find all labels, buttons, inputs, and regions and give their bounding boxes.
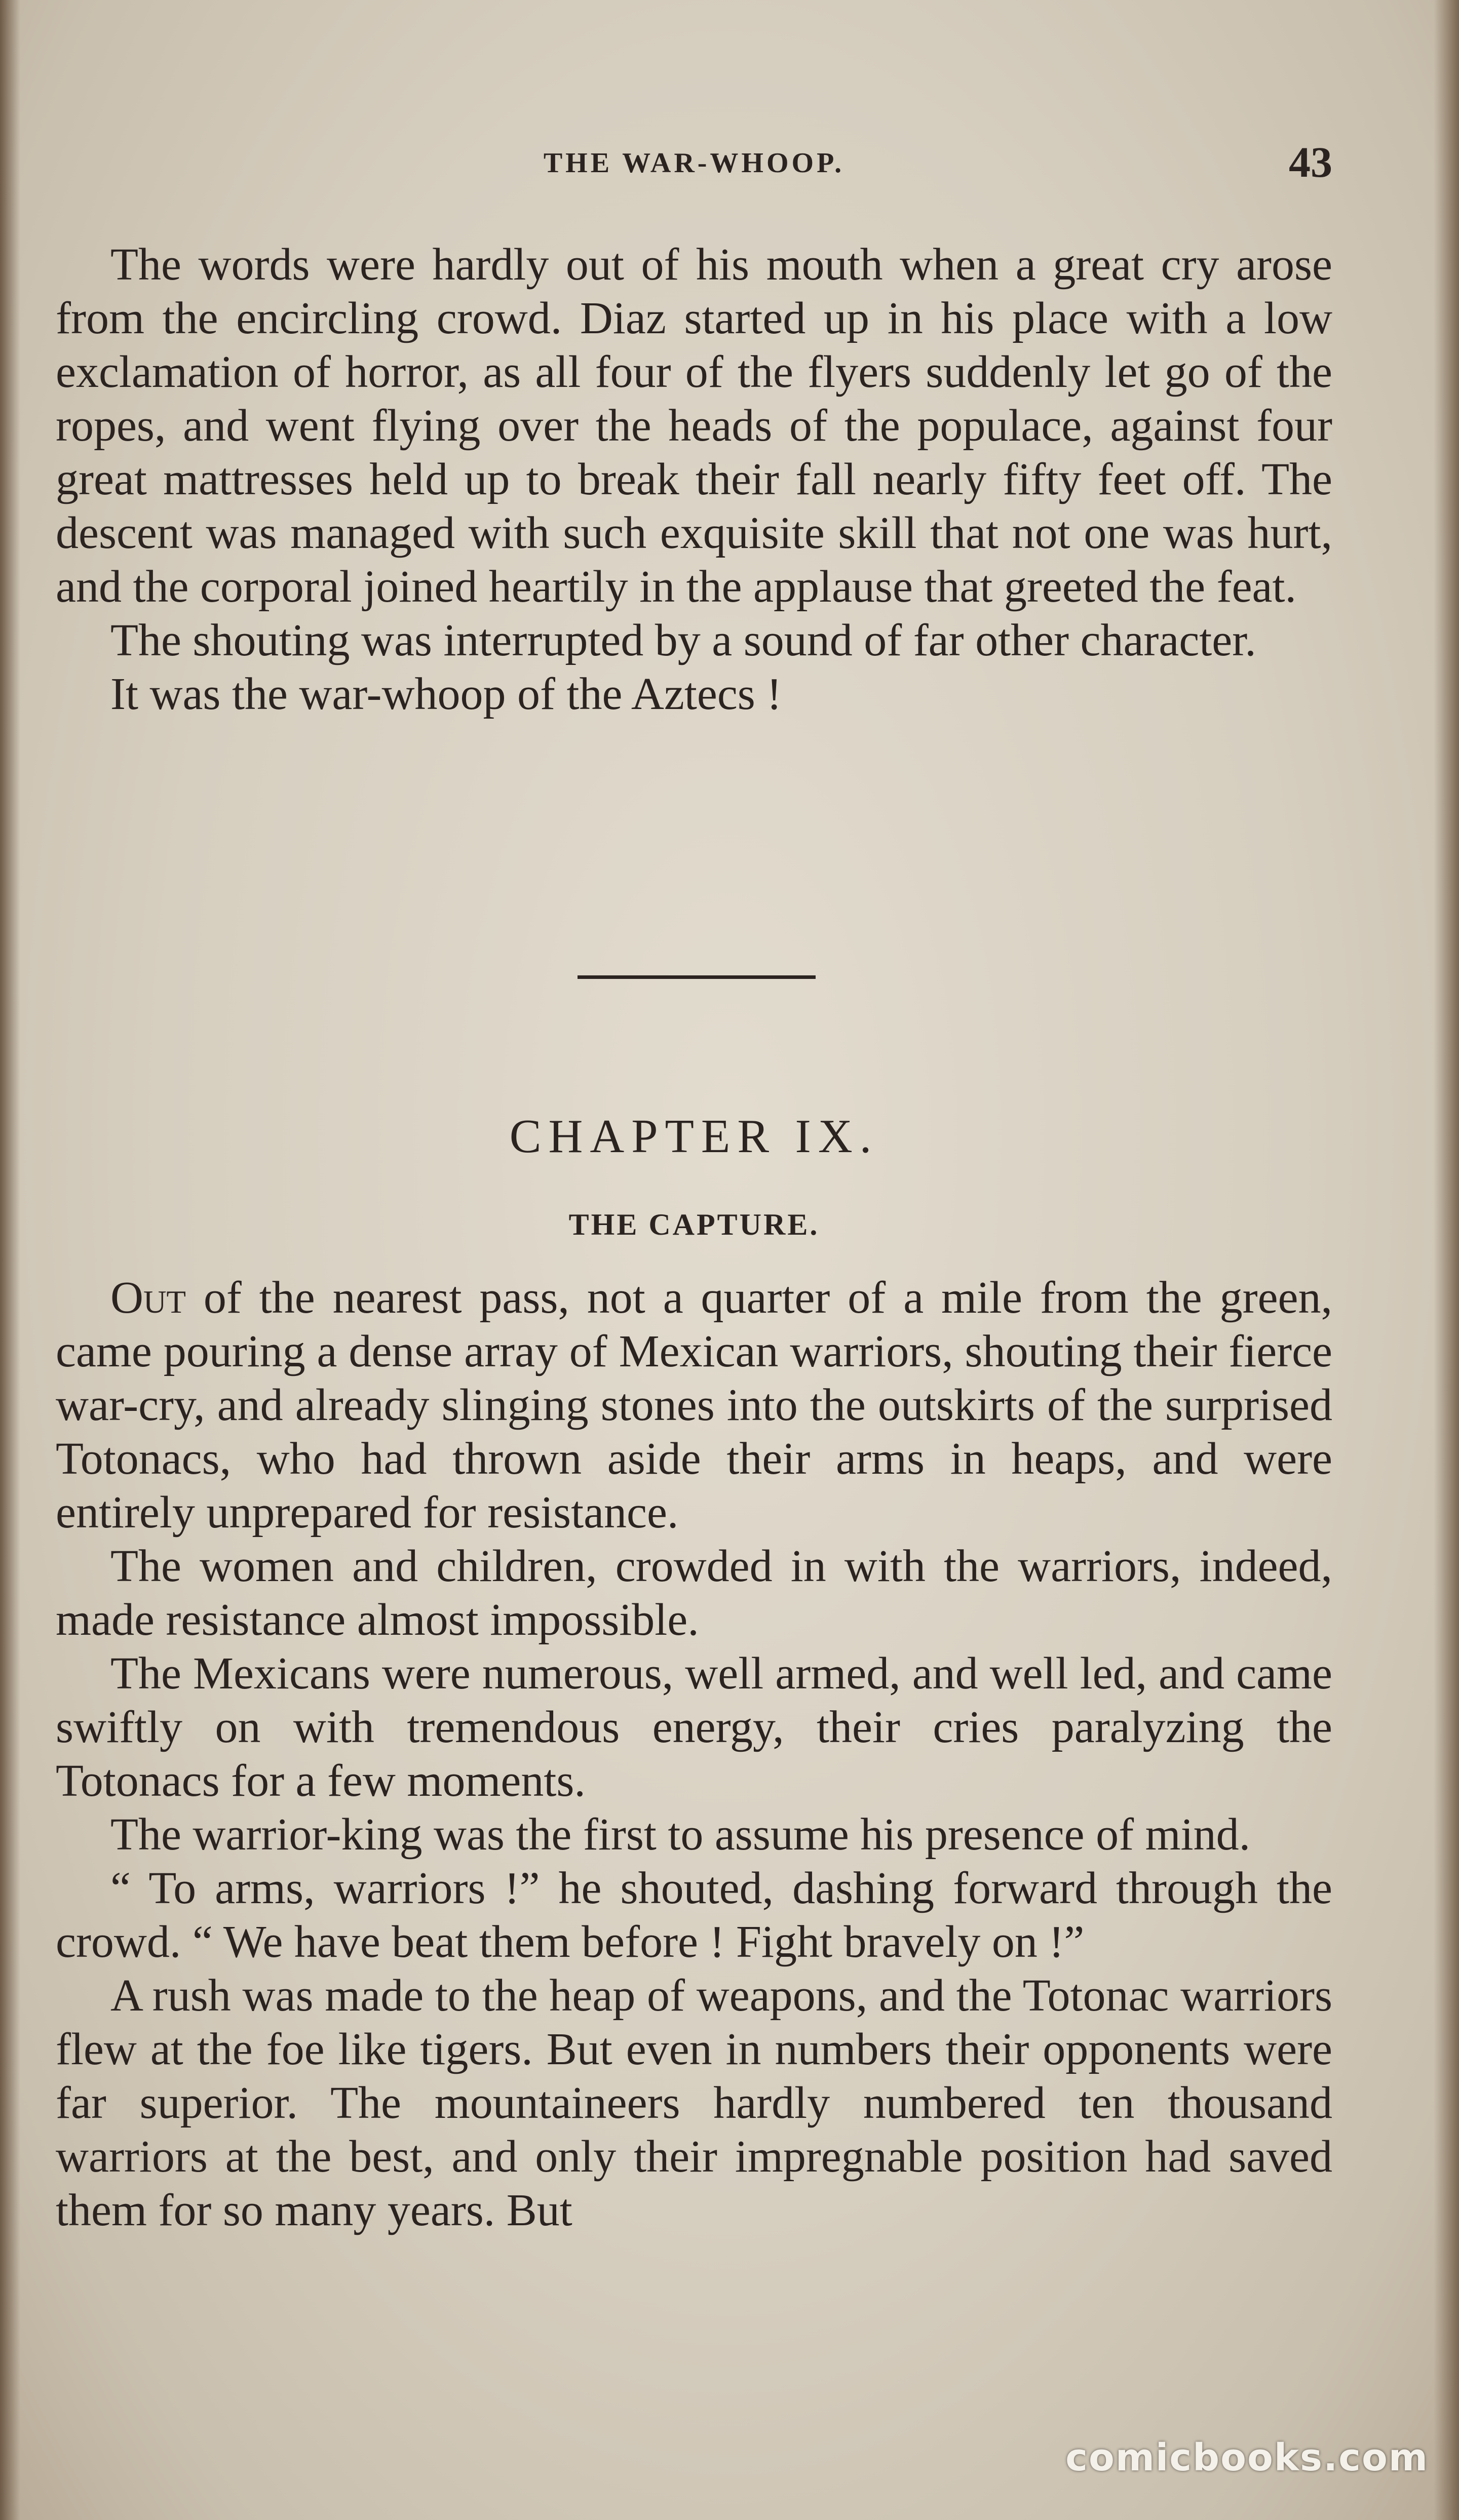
opening-text: of the nearest pass, not a quarter of a mile from the green, came pouring a dense array of Mexican warriors, shouting their fierce war-cry, and already slinging stones into the outskirts of the surprised Totonacs, who had thrown aside their arms in heaps, and were entirely unprepared for resistance. xyxy=(56,1273,1332,1538)
paragraph: A rush was made to the heap of weapons, and the Totonac warriors flew at the foe like tigers. But even in numbers their opponents were far superior. The mountaineers hardly numbered ten thousand warriors at the best, and only their impregnable position had saved them for so many years. But xyxy=(56,1971,1332,2235)
text-block-1 xyxy=(56,238,1332,721)
paragraph: The women and children, crowded in with the warriors, indeed, made resistance almost impossible. xyxy=(56,1541,1332,1645)
paragraph: The words were hardly out of his mouth when a great cry arose from the encircling crowd. Diaz started up in his place with a low exclamation of horror, as all four of the flyers suddenly let go of the ropes, and went flying over the heads of the populace, against four great mattresses held up to break their fall nearly fifty feet off. The descent was managed with such exquisite skill that not one was hurt, and the corporal joined heartily in the applause that greeted the feat. xyxy=(56,240,1332,612)
paragraph: “ To arms, warriors !” he shouted, dashing forward through the crowd. “ We have beat them before ! Fight bravely on !” xyxy=(56,1863,1332,1967)
chapter-title: CHAPTER IX. xyxy=(509,1110,879,1163)
paragraph: It was the war-whoop of the Aztecs ! xyxy=(110,669,782,719)
text-block-2 xyxy=(56,1271,1332,2237)
paragraph: The warrior-king was the first to assume his presence of mind. xyxy=(110,1809,1251,1860)
paragraph-opening xyxy=(56,1271,1332,1540)
page-edge-right xyxy=(1434,0,1459,2520)
page-edge-left xyxy=(0,0,20,2520)
paragraph: The Mexicans were numerous, well armed, and well led, and came swiftly on with tremendous energy, their cries paralyzing the Totonacs for a few moments. xyxy=(56,1648,1332,1806)
page-header xyxy=(56,137,1332,192)
section-divider xyxy=(578,975,816,979)
opening-word: Out xyxy=(110,1273,186,1323)
page-number: 43 xyxy=(1289,138,1332,186)
chapter-subtitle: THE CAPTURE. xyxy=(568,1208,820,1241)
paragraph: The shouting was interrupted by a sound of far other character. xyxy=(110,615,1256,665)
running-title: THE WAR-WHOOP. xyxy=(543,147,845,179)
watermark: comicbooks.com xyxy=(1065,2436,1429,2479)
